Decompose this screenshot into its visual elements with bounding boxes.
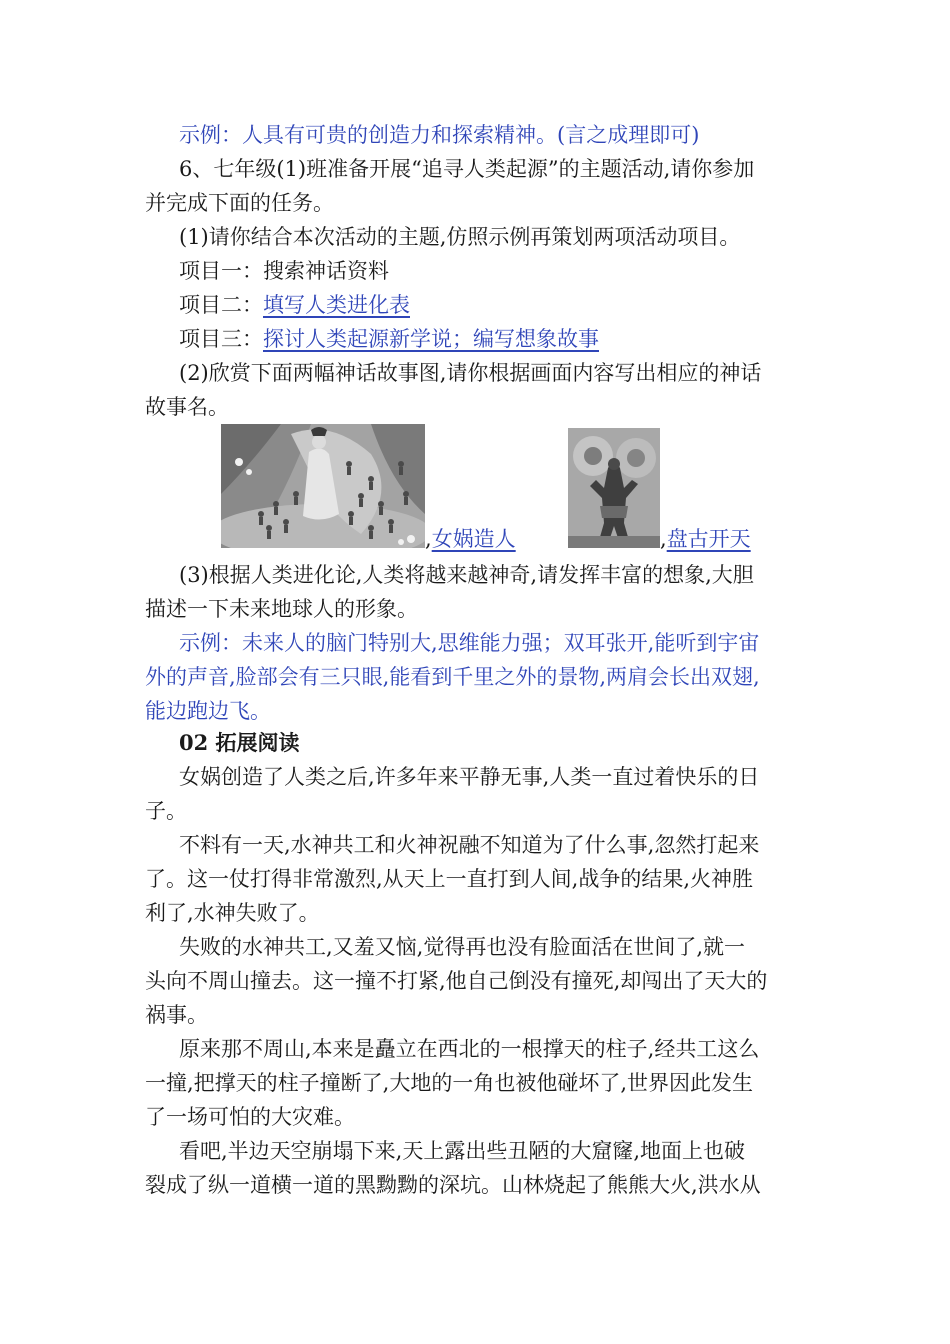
myth-image-row: [221, 424, 781, 554]
nuwa-illustration-icon: [221, 424, 425, 548]
example-line1: 示例：未来人的脑门特别大,思维能力强；双耳张开,能听到宇宙: [179, 631, 760, 655]
project2-label: 项目二：: [179, 293, 263, 317]
q6-part2-line1: (2)欣赏下面两幅神话故事图,请你根据画面内容写出相应的神话: [179, 361, 762, 385]
image1-caption: [425, 524, 516, 554]
para1-line2: 子。: [145, 799, 187, 823]
project1-value: 搜索神话资料: [263, 259, 389, 283]
example-line3: 能边跑边飞。: [145, 699, 271, 723]
project2-answer: 填写人类进化表: [263, 293, 410, 317]
project3-answer: 探讨人类起源新学说；编写想象故事: [263, 327, 599, 351]
question-block-top: [145, 118, 820, 424]
para5-line1: 看吧,半边天空崩塌下来,天上露出些丑陋的大窟窿,地面上也破: [179, 1139, 746, 1163]
para5-line2: 裂成了纵一道横一道的黑黝黝的深坑。山林烧起了熊熊大火,洪水从: [145, 1173, 761, 1197]
para2-line2: 了。这一仗打得非常激烈,从天上一直打到人间,战争的结果,火神胜: [145, 867, 754, 891]
q6-part3-line2: 描述一下未来地球人的形象。: [145, 597, 418, 621]
q6-intro-line2: 并完成下面的任务。: [145, 191, 334, 215]
para3-line3: 祸事。: [145, 1003, 208, 1027]
project3-line: [145, 322, 820, 356]
question-block-part3: [145, 558, 820, 728]
project1-label: 项目一：: [179, 259, 263, 283]
image2-answer: 盘古开天: [666, 527, 751, 551]
para4-line3: 了一场可怕的大灾难。: [145, 1105, 355, 1129]
q5-example: 示例：人具有可贵的创造力和探索精神。(言之成理即可): [179, 123, 700, 147]
pangu-illustration-icon: [568, 428, 660, 548]
para4-line2: 一撞,把撑天的柱子撞断了,大地的一角也被他碰坏了,世界因此发生: [145, 1071, 754, 1095]
project2-line: [145, 288, 820, 322]
q6-intro-line1: 6、七年级(1)班准备开展“追寻人类起源”的主题活动,请你参加: [179, 157, 755, 181]
image2-caption: [660, 524, 751, 554]
project1-line: [145, 254, 820, 288]
para2-line1: 不料有一天,水神共工和火神祝融不知道为了什么事,忽然打起来: [179, 833, 760, 857]
q6-part3-line1: (3)根据人类进化论,人类将越来越神奇,请发挥丰富的想象,大胆: [179, 563, 754, 587]
q6-part2-line2: 故事名。: [145, 395, 229, 419]
para2-line3: 利了,水神失败了。: [145, 901, 320, 925]
section-heading: 02 拓展阅读: [179, 730, 300, 755]
nuwa-image: [221, 424, 425, 548]
project3-label: 项目三：: [179, 327, 263, 351]
pangu-image: [568, 428, 660, 548]
para1-line1: 女娲创造了人类之后,许多年来平静无事,人类一直过着快乐的日: [179, 765, 760, 789]
q6-part1: (1)请你结合本次活动的主题,仿照示例再策划两项活动项目。: [179, 225, 741, 249]
para3-line1: 失败的水神共工,又羞又恼,觉得再也没有脸面活在世间了,就一: [179, 935, 746, 959]
image1-answer: 女娲造人: [431, 527, 516, 551]
image2-comma: ,: [660, 527, 667, 551]
extended-reading: [145, 726, 820, 1202]
para3-line2: 头向不周山撞去。这一撞不打紧,他自己倒没有撞死,却闯出了天大的: [145, 969, 768, 993]
para4-line1: 原来那不周山,本来是矗立在西北的一根撑天的柱子,经共工这么: [179, 1037, 760, 1061]
example-line2: 外的声音,脸部会有三只眼,能看到千里之外的景物,两肩会长出双翅,: [145, 665, 760, 689]
image1-comma: ,: [425, 527, 432, 551]
